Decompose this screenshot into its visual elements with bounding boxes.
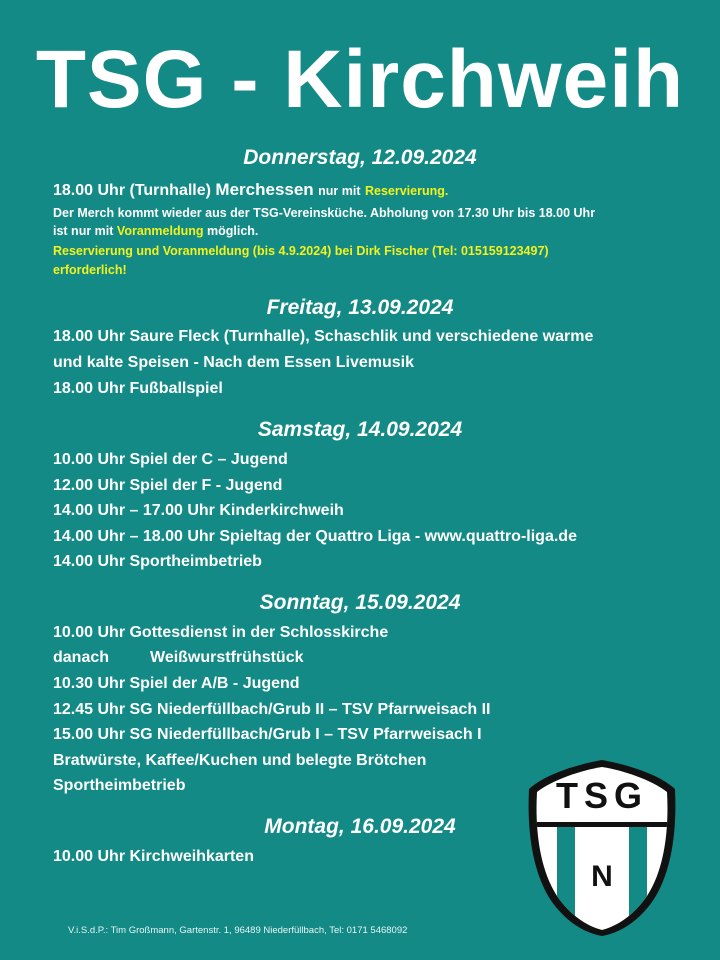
sunday-l2-a: danach — [53, 649, 110, 666]
thursday-note: nur mit — [318, 184, 361, 198]
thursday-line-4: Reservierung und Voranmeldung (bis 4.9.2024) bei Dirk Fischer (Tel: 015159123497) — [53, 244, 549, 258]
footer-imprint: V.i.S.d.P.: Tim Großmann, Gartenstr. 1, 96489 Niederfüllbach, Tel: 0171 5468092 — [68, 925, 408, 936]
sunday-line-2 — [53, 649, 304, 667]
logo-letter: N — [591, 860, 613, 893]
sunday-line-1: 10.00 Uhr Gottesdienst in der Schlosskirche — [53, 624, 389, 641]
thursday-l3-b: Voranmeldung — [116, 224, 204, 238]
monday-line-1: 10.00 Uhr Kirchweihkarten — [53, 848, 254, 865]
day-heading-friday: Freitag, 13.09.2024 — [266, 296, 454, 319]
sunday-line-7: Sportheimbetrieb — [53, 777, 186, 794]
thursday-line-2: Der Merch kommt wieder aus der TSG-Vereinsküche. Abholung von 17.30 Uhr bis 18.00 Uhr — [53, 206, 596, 220]
thursday-line-1 — [53, 180, 448, 200]
saturday-line-3: 14.00 Uhr – 17.00 Uhr Kinderkirchweih — [53, 502, 344, 519]
saturday-line-5: 14.00 Uhr Sportheimbetrieb — [53, 553, 262, 570]
thursday-reservation: Reservierung. — [364, 184, 449, 198]
saturday-line-1: 10.00 Uhr Spiel der C – Jugend — [53, 451, 288, 468]
thursday-l3-a: ist nur mit — [53, 224, 114, 238]
thursday-time: 18.00 Uhr (Turnhalle) — [53, 182, 211, 199]
thursday-l3-c: möglich. — [206, 224, 259, 238]
sunday-line-6: Bratwürste, Kaffee/Kuchen und belegte Brötchen — [53, 752, 427, 769]
sunday-line-4: 12.45 Uhr SG Niederfüllbach/Grub II – TSV Pfarrweisach II — [53, 701, 491, 718]
tsg-club-logo — [527, 758, 677, 936]
saturday-line-2: 12.00 Uhr Spiel der F - Jugend — [53, 477, 283, 494]
saturday-line-4: 14.00 Uhr – 18.00 Uhr Spieltag der Quattro Liga - www.quattro-liga.de — [53, 528, 577, 545]
day-heading-monday: Montag, 16.09.2024 — [264, 815, 456, 838]
sunday-line-5: 15.00 Uhr SG Niederfüllbach/Grub I – TSV Pfarrweisach I — [53, 726, 482, 743]
day-heading-thursday: Donnerstag, 12.09.2024 — [243, 146, 477, 169]
logo-top-text: TSG — [555, 775, 649, 816]
friday-line-1: 18.00 Uhr Saure Fleck (Turnhalle), Schaschlik und verschiedene warme — [53, 328, 594, 345]
day-heading-sunday: Sonntag, 15.09.2024 — [259, 591, 461, 614]
friday-line-2: und kalte Speisen - Nach dem Essen Livemusik — [53, 354, 415, 371]
sunday-line-3: 10.30 Uhr Spiel der A/B - Jugend — [53, 675, 300, 692]
sunday-l2-b: Weißwurstfrühstück — [150, 649, 304, 666]
thursday-event: Merchessen — [215, 180, 314, 199]
page-title: TSG - Kirchweih — [35, 34, 685, 125]
day-heading-saturday: Samstag, 14.09.2024 — [257, 418, 463, 441]
thursday-line-3 — [53, 224, 258, 238]
thursday-line-5: erforderlich! — [53, 263, 127, 277]
friday-line-3: 18.00 Uhr Fußballspiel — [53, 380, 223, 397]
